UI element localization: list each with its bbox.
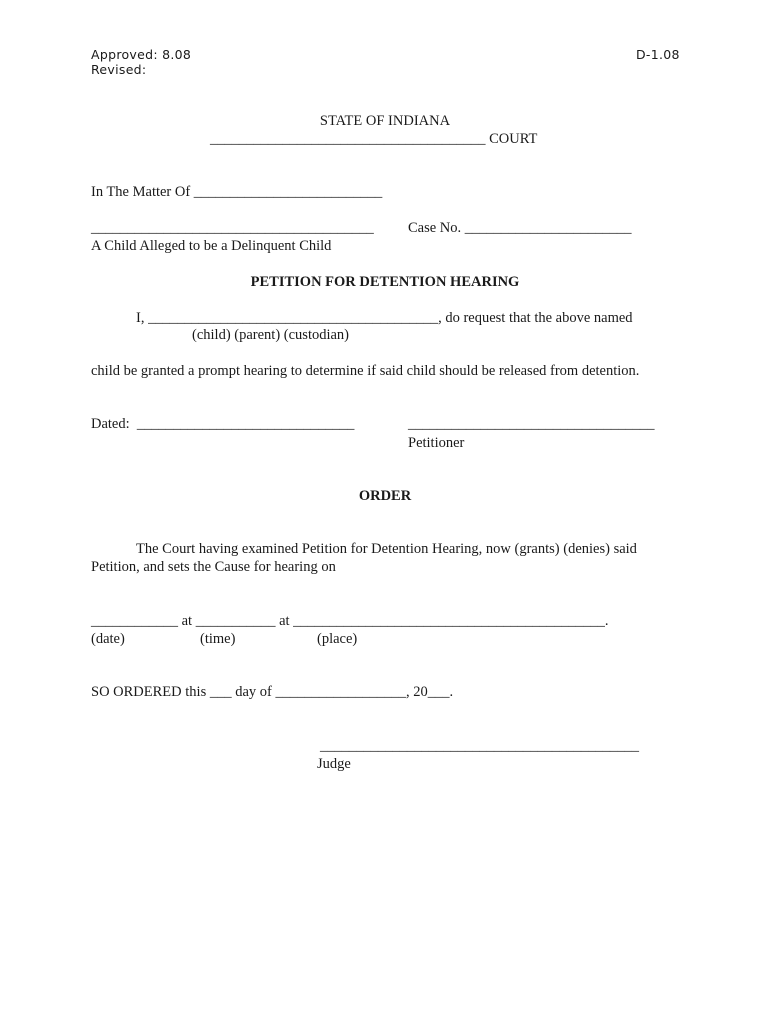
petition-title: PETITION FOR DETENTION HEARING <box>250 274 520 290</box>
order-title: ORDER <box>358 488 412 504</box>
state-heading: STATE OF INDIANA <box>319 113 451 129</box>
petitioner-role-options: (child) (parent) (custodian) <box>192 327 350 343</box>
petitioner-label: Petitioner <box>408 435 465 451</box>
matter-of-line[interactable]: In The Matter Of __________________________ <box>91 184 383 200</box>
child-description: A Child Alleged to be a Delinquent Child <box>91 238 332 254</box>
date-label: (date) <box>91 631 125 647</box>
court-line[interactable]: ______________________________________ COURT <box>210 131 538 147</box>
judge-signature-line[interactable]: ____________________________________________ <box>320 738 639 754</box>
place-label: (place) <box>317 631 358 647</box>
order-paragraph-line-1: The Court having examined Petition for Detention Hearing, now (grants) (denies) said <box>136 541 637 557</box>
dated-line[interactable]: Dated: ______________________________ <box>91 416 355 432</box>
revised-date: Revised: <box>91 62 147 77</box>
case-number-line[interactable]: Case No. _______________________ <box>408 220 632 236</box>
petitioner-signature-line[interactable]: __________________________________ <box>408 416 655 432</box>
approved-date: Approved: 8.08 <box>91 47 192 62</box>
so-ordered-line[interactable]: SO ORDERED this ___ day of __________________, 20___. <box>91 684 454 700</box>
hearing-details-line[interactable]: ____________ at ___________ at ___________________________________________. <box>91 613 609 629</box>
form-code: D-1.08 <box>636 47 680 62</box>
child-name-line[interactable]: _______________________________________ <box>91 220 374 236</box>
petitioner-request-line[interactable]: I, ________________________________________, do request that the above named <box>136 310 633 326</box>
order-paragraph-line-2: Petition, and sets the Cause for hearing on <box>91 559 336 575</box>
petition-body: child be granted a prompt hearing to determine if said child should be released from detention. <box>91 363 640 379</box>
time-label: (time) <box>200 631 236 647</box>
judge-label: Judge <box>317 756 351 772</box>
